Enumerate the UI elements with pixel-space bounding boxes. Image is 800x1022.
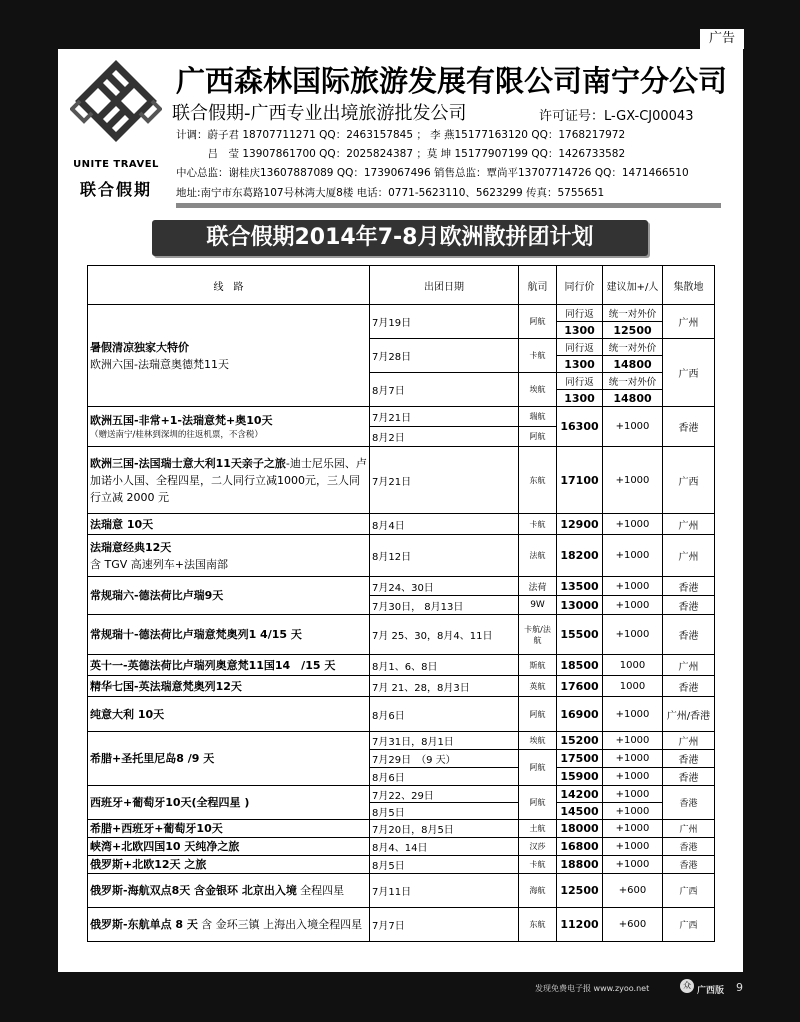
- price-cell: 12500: [603, 322, 663, 339]
- suggest-cell: +1000: [603, 732, 663, 750]
- suggest-cell: +1000: [603, 514, 663, 535]
- airline-cell: 土航: [519, 820, 557, 838]
- suggest-cell: +1000: [603, 786, 663, 803]
- airline-cell: 卡航: [519, 339, 557, 373]
- footer-badge-icon: 众: [680, 979, 694, 993]
- price-cell: 14200: [557, 786, 603, 803]
- airline-cell: 阿航: [519, 697, 557, 732]
- table-row: [88, 732, 715, 750]
- gather-cell: 广州: [663, 655, 715, 676]
- date-cell: 7月31日，8月1日: [370, 732, 519, 750]
- date-cell: 7月21日: [370, 407, 519, 427]
- gather-cell: 香港: [663, 596, 715, 615]
- price-cell: 1300: [557, 322, 603, 339]
- suggest-cell: +1000: [603, 596, 663, 615]
- route-cell: 精华七国-英法瑞意梵奥列12天: [88, 676, 370, 697]
- airline-cell: 瑞航: [519, 407, 557, 427]
- gather-cell: 广西: [663, 447, 715, 514]
- price-cell: 15200: [557, 732, 603, 750]
- price-cell: 16900: [557, 697, 603, 732]
- footer-edition: 广西版: [697, 986, 725, 996]
- date-cell: 8月7日: [370, 373, 519, 407]
- header-suggest: 建议加+/人: [603, 266, 663, 305]
- gather-cell: 广州: [663, 535, 715, 577]
- route-cell: 欧洲五国-非常+1-法瑞意梵+奥10天 （赠送南宁/桂林到深圳的往返机票，不含税）: [88, 407, 370, 447]
- gather-cell: 香港: [663, 786, 715, 820]
- date-cell: 7月28日: [370, 339, 519, 373]
- suggest-cell: +1000: [603, 856, 663, 874]
- table-row: [88, 615, 715, 655]
- gather-cell: 香港: [663, 615, 715, 655]
- airline-cell: 阿航: [519, 786, 557, 820]
- schedule-banner: 联合假期2014年7-8月欧洲散拼团计划: [152, 220, 648, 256]
- table-row: [88, 447, 715, 514]
- gather-cell: 广州: [663, 305, 715, 339]
- date-cell: 7月22、29日: [370, 786, 519, 803]
- price-cell: 13000: [557, 596, 603, 615]
- gather-cell: 香港: [663, 856, 715, 874]
- gather-cell: 广西: [663, 339, 715, 407]
- ad-tag: 广告: [700, 29, 744, 49]
- sub-label: 同行返: [557, 305, 603, 322]
- airline-cell: 东航: [519, 447, 557, 514]
- table-row: [88, 838, 715, 856]
- table-row: [88, 407, 715, 427]
- suggest-cell: +1000: [603, 577, 663, 596]
- table-row: [88, 908, 715, 942]
- airline-cell: 阿航: [519, 305, 557, 339]
- route-cell: 欧洲三国-法国瑞士意大利11天亲子之旅-迪士尼乐园、卢加诺小人国、全程四星，二人同行立减1000元，三人同行立减 2000 元: [88, 447, 370, 514]
- suggest-cell: +1000: [603, 447, 663, 514]
- table-row: [88, 820, 715, 838]
- airline-cell: 法荷: [519, 577, 557, 596]
- company-subtitle: 联合假期-广西专业出境旅游批发公司: [172, 103, 467, 124]
- sub-label: 统一对外价: [603, 339, 663, 356]
- address-line: 地址:南宁市东葛路107号林湾大厦8楼 电话：0771-5623110、5623299 传真：5755651: [176, 187, 605, 199]
- table-row: [88, 874, 715, 908]
- airline-cell: 海航: [519, 874, 557, 908]
- header-gather: 集散地: [663, 266, 715, 305]
- gather-cell: 广州: [663, 732, 715, 750]
- price-cell: 18000: [557, 820, 603, 838]
- date-cell: 8月6日: [370, 768, 519, 786]
- header-price: 同行价: [557, 266, 603, 305]
- gather-cell: 广西: [663, 908, 715, 942]
- license-number: 许可证号：L-GX-CJ00043: [539, 109, 694, 124]
- date-cell: 8月5日: [370, 803, 519, 820]
- ad-page: [58, 49, 743, 972]
- suggest-cell: +1000: [603, 838, 663, 856]
- price-cell: 15900: [557, 768, 603, 786]
- date-cell: 7月24、30日: [370, 577, 519, 596]
- table-row: [88, 655, 715, 676]
- footer-website: 发现免费电子报 www.zyoo.net: [535, 984, 650, 993]
- price-cell: 18800: [557, 856, 603, 874]
- table-row: [88, 676, 715, 697]
- price-cell: 16300: [557, 407, 603, 447]
- price-cell: 14500: [557, 803, 603, 820]
- route-cell: 俄罗斯-海航双点8天 含金银环 北京出入境 全程四星: [88, 874, 370, 908]
- table-row: [88, 514, 715, 535]
- airline-cell: 东航: [519, 908, 557, 942]
- route-cell: 法瑞意 10天: [88, 514, 370, 535]
- price-cell: 18500: [557, 655, 603, 676]
- table-row: [88, 786, 715, 803]
- price-cell: 14800: [603, 356, 663, 373]
- airline-cell: 埃航: [519, 373, 557, 407]
- suggest-cell: +1000: [603, 697, 663, 732]
- airline-cell: 法航: [519, 535, 557, 577]
- route-cell: 西班牙+葡萄牙10天(全程四星 ): [88, 786, 370, 820]
- header-date: 出团日期: [370, 266, 519, 305]
- price-cell: 1300: [557, 390, 603, 407]
- price-cell: 12900: [557, 514, 603, 535]
- suggest-cell: +600: [603, 908, 663, 942]
- price-cell: 1300: [557, 356, 603, 373]
- suggest-cell: +1000: [603, 535, 663, 577]
- price-cell: 11200: [557, 908, 603, 942]
- date-cell: 8月5日: [370, 856, 519, 874]
- airline-cell: 阿航: [519, 427, 557, 447]
- sub-label: 统一对外价: [603, 373, 663, 390]
- table-row: [88, 305, 715, 322]
- route-cell: 峡湾+北欧四国10 天纯净之旅: [88, 838, 370, 856]
- date-cell: 7月29日 （9 天）: [370, 750, 519, 768]
- logo-english: UNITE TRAVEL: [73, 159, 159, 170]
- gather-cell: 广西: [663, 874, 715, 908]
- route-cell: 希腊+西班牙+葡萄牙10天: [88, 820, 370, 838]
- airline-cell: 英航: [519, 676, 557, 697]
- company-name: 广西森林国际旅游发展有限公司南宁分公司: [176, 64, 728, 98]
- tour-schedule-table: [87, 265, 715, 942]
- gather-cell: 香港: [663, 577, 715, 596]
- price-cell: 15500: [557, 615, 603, 655]
- date-cell: 7月7日: [370, 908, 519, 942]
- table-row: [88, 697, 715, 732]
- route-cell: 暑假清凉独家大特价 欧洲六国-法瑞意奥德梵11天: [88, 305, 370, 407]
- suggest-cell: +1000: [603, 615, 663, 655]
- route-cell: 俄罗斯-东航单点 8 天 含 金环三镇 上海出入境全程四星: [88, 908, 370, 942]
- route-cell: 常规瑞十-德法荷比卢瑞意梵奥列1 4/15 天: [88, 615, 370, 655]
- header-divider: [176, 203, 721, 208]
- sub-label: 同行返: [557, 339, 603, 356]
- gather-cell: 香港: [663, 838, 715, 856]
- airline-cell: 阿航: [519, 750, 557, 786]
- endless-knot-icon: [70, 59, 162, 157]
- airline-cell: 汉莎: [519, 838, 557, 856]
- route-cell: 希腊+圣托里尼岛8 /9 天: [88, 732, 370, 786]
- table-row: [88, 535, 715, 577]
- sub-label: 统一对外价: [603, 305, 663, 322]
- date-cell: 8月1、6、8日: [370, 655, 519, 676]
- price-cell: 17600: [557, 676, 603, 697]
- logo-chinese: 联合假期: [79, 180, 152, 199]
- route-cell: 纯意大利 10天: [88, 697, 370, 732]
- gather-cell: 香港: [663, 407, 715, 447]
- contact-line-2: 吕 莹 13907861700 QQ：2025824387 ；莫 坤 15177907199 QQ：1426733582: [176, 148, 626, 160]
- header-route: 线 路: [88, 266, 370, 305]
- gather-cell: 香港: [663, 676, 715, 697]
- suggest-cell: +1000: [603, 407, 663, 447]
- page-number: 9: [736, 981, 743, 994]
- suggest-cell: +1000: [603, 768, 663, 786]
- contact-line-3: 中心总监：谢桂庆13607887089 QQ：1739067496 销售总监：覃尚平13707714726 QQ：1471466510: [176, 167, 689, 179]
- gather-cell: 广州/香港: [663, 697, 715, 732]
- route-cell: 法瑞意经典12天 含 TGV 高速列车+法国南部: [88, 535, 370, 577]
- suggest-cell: +1000: [603, 803, 663, 820]
- header-airline: 航司: [519, 266, 557, 305]
- table-header-row: [88, 266, 715, 305]
- price-cell: 17100: [557, 447, 603, 514]
- price-cell: 14800: [603, 390, 663, 407]
- suggest-cell: 1000: [603, 655, 663, 676]
- airline-cell: 9W: [519, 596, 557, 615]
- date-cell: 8月2日: [370, 427, 519, 447]
- price-cell: 18200: [557, 535, 603, 577]
- date-cell: 7月19日: [370, 305, 519, 339]
- airline-cell: 卡航/法航: [519, 615, 557, 655]
- date-cell: 7月11日: [370, 874, 519, 908]
- date-cell: 7月21日: [370, 447, 519, 514]
- gather-cell: 香港: [663, 750, 715, 768]
- table-row: [88, 577, 715, 596]
- date-cell: 7月 25、30，8月4、11日: [370, 615, 519, 655]
- airline-cell: 卡航: [519, 856, 557, 874]
- date-cell: 8月4日: [370, 514, 519, 535]
- gather-cell: 香港: [663, 768, 715, 786]
- contact-line-1: 计调：蔚子君 18707711271 QQ：2463157845 ； 李 燕15177163120 QQ：1768217972: [176, 129, 626, 141]
- sub-label: 同行返: [557, 373, 603, 390]
- route-cell: 英十一-英德法荷比卢瑞列奥意梵11国14 /15 天: [88, 655, 370, 676]
- date-cell: 7月30日， 8月13日: [370, 596, 519, 615]
- route-cell: 俄罗斯+北欧12天 之旅: [88, 856, 370, 874]
- table-row: [88, 856, 715, 874]
- price-cell: 12500: [557, 874, 603, 908]
- gather-cell: 广州: [663, 820, 715, 838]
- suggest-cell: +1000: [603, 750, 663, 768]
- price-cell: 16800: [557, 838, 603, 856]
- date-cell: 7月20日，8月5日: [370, 820, 519, 838]
- airline-cell: 埃航: [519, 732, 557, 750]
- company-logo: [70, 59, 162, 199]
- date-cell: 8月6日: [370, 697, 519, 732]
- gather-cell: 广州: [663, 514, 715, 535]
- suggest-cell: 1000: [603, 676, 663, 697]
- date-cell: 7月 21、28，8月3日: [370, 676, 519, 697]
- suggest-cell: +1000: [603, 820, 663, 838]
- price-cell: 17500: [557, 750, 603, 768]
- suggest-cell: +600: [603, 874, 663, 908]
- airline-cell: 斯航: [519, 655, 557, 676]
- date-cell: 8月4、14日: [370, 838, 519, 856]
- route-cell: 常规瑞六-德法荷比卢瑞9天: [88, 577, 370, 615]
- date-cell: 8月12日: [370, 535, 519, 577]
- price-cell: 13500: [557, 577, 603, 596]
- airline-cell: 卡航: [519, 514, 557, 535]
